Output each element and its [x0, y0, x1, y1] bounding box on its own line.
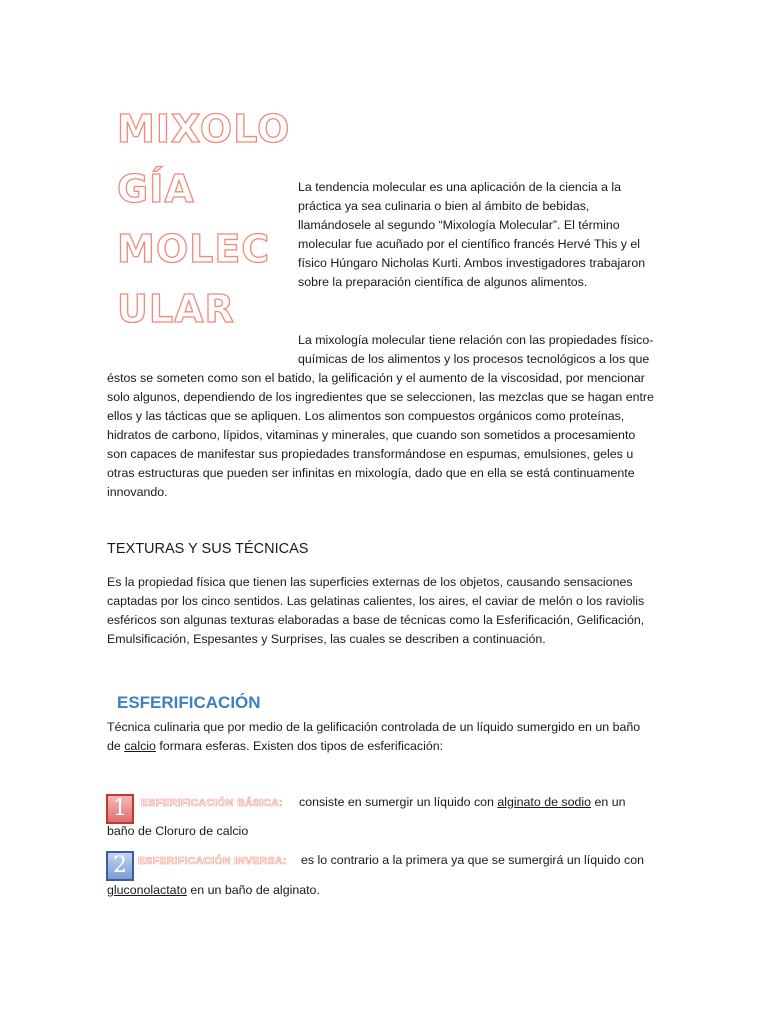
esferificacion-heading: ESFERIFICACIÓN [117, 693, 261, 712]
line-text: formara esferas. Existen dos tipos de esferificación: [155, 739, 444, 753]
number-two-icon: 2 [106, 851, 134, 881]
paragraph-line: son capaces de manifestar sus propiedades transformándose en espumas, emulsiones, geles u [107, 447, 634, 461]
type-1-line-2: baño de Cloruro de calcio [107, 824, 249, 838]
title-line-2: GÍA [117, 167, 195, 211]
type-1-line-1 [299, 793, 626, 812]
paragraph-line: La mixología molecular tiene relación con las propiedades físico- [298, 333, 654, 347]
paragraph-line: otras estructuras que pueden ser infinitas en mixología, dado que en ella se está continuamente [107, 466, 635, 480]
type-2-line-2 [107, 881, 320, 900]
paragraph-line: ellos y las tácticas que se apliquen. Los alimentos son compuestos orgánicos como proteínas, [107, 409, 625, 423]
line-text: en un baño de alginato. [186, 883, 320, 897]
esferificacion-line-2 [107, 737, 443, 756]
textures-heading: TEXTURAS Y SUS TÉCNICAS [107, 541, 309, 557]
line-text: de [107, 739, 125, 753]
calcio-link[interactable]: calcio [124, 739, 156, 753]
paragraph-line: captadas por los cinco sentidos. Las gelatinas calientes, los aires, el caviar de melón o los raviolis [107, 594, 645, 608]
paragraph-line: esféricos son algunas texturas elaboradas a base de técnicas como la Esferificación, Gelificación, [107, 613, 645, 627]
gluconolactato-link[interactable]: gluconolactato [107, 883, 187, 897]
intro-line: práctica ya sea culinaria o bien al ámbito de bebidas, [298, 199, 590, 213]
basic-spherification-label: ESFERIFICACIÓN BÁSICA: [141, 797, 283, 809]
paragraph-line: químicas de los alimentos y los procesos tecnológicos a los que [298, 352, 650, 366]
intro-line: sobre la preparación científica de algunos alimentos. [298, 275, 588, 289]
line-text: consiste en sumergir un líquido con [299, 795, 498, 809]
type-2-line-1: es lo contrario a la primera ya que se sumergirá un líquido con [301, 853, 644, 867]
paragraph-line: solo algunos, dependiendo de los ingredientes que se seleccionen, las mezclas que se hagan entre [107, 390, 654, 404]
intro-line: físico Húngaro Nicholas Kurti. Ambos investigadores trabajaron [298, 256, 646, 270]
intro-line: La tendencia molecular es una aplicación de la ciencia a la [298, 180, 622, 194]
number-one-icon: 1 [106, 794, 134, 824]
alginato-link[interactable]: alginato de sodio [497, 795, 592, 809]
paragraph-line: innovando. [107, 485, 168, 499]
intro-line: llamándosele al segundo “Mixología Molecular”. El término [298, 218, 620, 232]
paragraph-line: Emulsificación, Espesantes y Surprises, las cuales se describen a continuación. [107, 632, 546, 646]
title-line-4: ULAR [117, 287, 235, 331]
title-line-1: MIXOLO [117, 107, 291, 151]
paragraph-line: hidratos de carbono, lípidos, vitaminas y minerales, que cuando son sometidos a procesamiento [107, 428, 636, 442]
inverse-spherification-label: ESFERIFICACIÓN INVERSA: [138, 855, 287, 867]
title-line-3: MOLEC [117, 227, 271, 271]
paragraph-line: Es la propiedad física que tienen las superficies externas de los objetos, causando sensaciones [107, 575, 633, 589]
intro-line: molecular fue acuñado por el científico francés Hervé This y el [298, 237, 641, 251]
line-text: en un [591, 795, 626, 809]
paragraph-line: éstos se someten como son el batido, la gelificación y el aumento de la viscosidad, por mencionar [107, 371, 645, 385]
esferificacion-line-1: Técnica culinaria que por medio de la gelificación controlada de un líquido sumergido en un baño [107, 720, 641, 734]
